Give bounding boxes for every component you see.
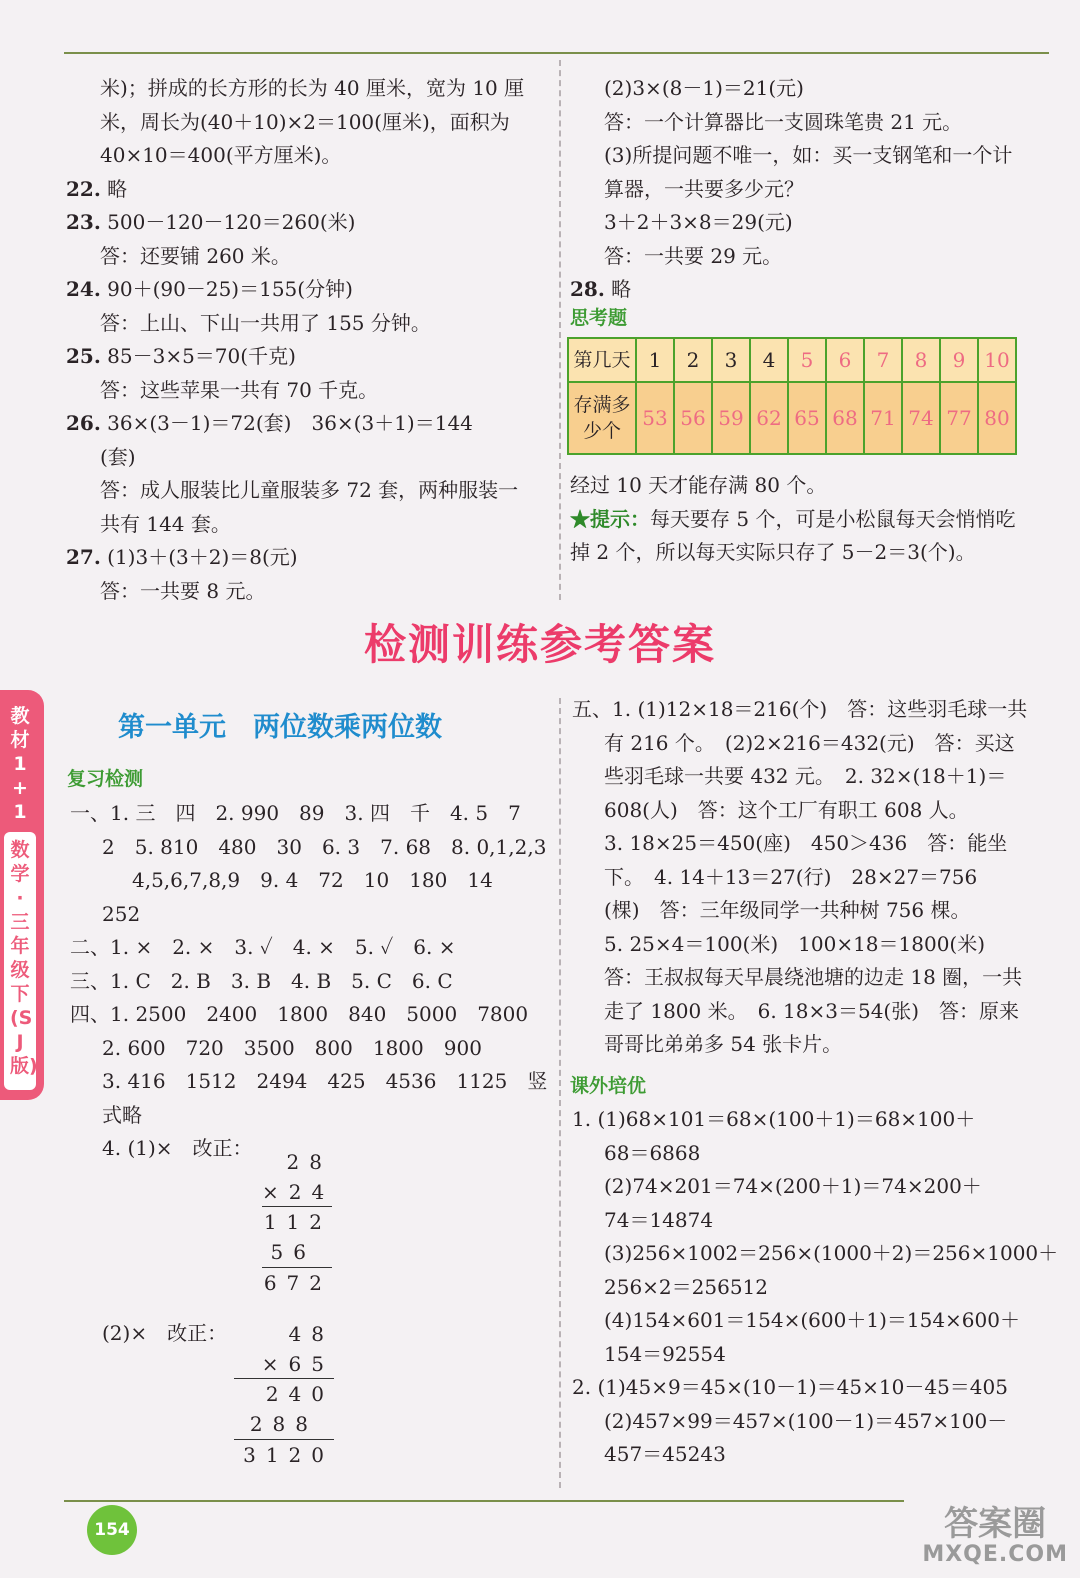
text-line: 些羽毛球一共要 432 元。 2. 32×(18＋1)＝ [604, 764, 1007, 788]
text-line: 85－3×5＝70(千克) [107, 344, 296, 368]
watermark-logo [922, 1505, 1068, 1567]
text-line: 算器，一共要多少元？ [604, 176, 804, 201]
table-cell: 56 [674, 382, 712, 454]
table-cell: 8 [902, 338, 940, 382]
table-row [568, 382, 1016, 454]
text-line: (套) [100, 444, 136, 469]
column-divider [559, 698, 561, 1488]
text-line: 2. (1)45×9＝45×(10－1)＝45×10－45＝405 [572, 1375, 1008, 1399]
text-line: 4. (1)× 改正： [102, 1136, 253, 1160]
vertical-multiplication-2 [234, 1318, 334, 1470]
unit-title: 第一单元 两位数乘两位数 [118, 712, 442, 743]
text-line: 答：一共要 8 元。 [100, 578, 266, 603]
table-cell: 65 [788, 382, 826, 454]
text-line: 2. 600 720 3500 800 1800 900 [102, 1035, 482, 1060]
text-line: 二、1. × 2. × 3. ✓ 4. × 5. ✓ 6. × [70, 935, 456, 959]
text-line: (2)457×99＝457×(100－1)＝457×100－ [604, 1408, 1008, 1433]
mult-row: ×24 [262, 1180, 335, 1204]
text-line: 4,5,6,7,8,9 9. 4 72 10 180 14 [132, 868, 493, 892]
text-line: 答：上山、下山一共用了 155 分钟。 [100, 310, 431, 335]
text-line: 256×2＝256512 [604, 1274, 769, 1299]
text-line: 下。 4. 14＋13＝27(行) 28×27＝756 [604, 864, 978, 889]
table-cell: 53 [636, 382, 674, 454]
column-divider [559, 60, 561, 600]
mult-row: 288 [249, 1412, 318, 1436]
text-line: 共有 144 套。 [100, 511, 231, 536]
table-header: 存满多少个 [568, 382, 636, 454]
think-title: 思考题 [570, 307, 628, 329]
mult-row: 672 [262, 1267, 332, 1298]
vertical-multiplication-1 [262, 1146, 335, 1298]
text-line: 3. 18×25＝450(座) 450＞436 答：能坐 [604, 831, 1008, 855]
text-line: 457＝45243 [604, 1442, 726, 1466]
side-tab [0, 690, 44, 1100]
top-left-column [66, 72, 525, 608]
question-number: 27. [66, 545, 101, 569]
table-cell: 77 [940, 382, 978, 454]
text-line: 40×10＝400(平方厘米)。 [100, 143, 342, 167]
text-line: 略 [107, 176, 128, 201]
hint-text: 掉 2 个，所以每天实际只存了 5－2＝3(个)。 [570, 540, 976, 564]
text-line: 3＋2＋3×8＝29(元) [604, 210, 793, 234]
table-cell: 10 [978, 338, 1016, 382]
text-line: (4)154×601＝154×(600＋1)＝154×600＋ [604, 1308, 1020, 1332]
text-line: (1)3＋(3＋2)＝8(元) [107, 545, 298, 569]
question-number: 25. [66, 344, 101, 368]
think-answer [570, 469, 1015, 570]
question-number: 23. [66, 210, 101, 234]
table-cell: 62 [750, 382, 788, 454]
top-right-column [570, 72, 1013, 307]
table-row [568, 338, 1016, 382]
text-line: 3. 416 1512 2494 425 4536 1125 竖 [102, 1069, 548, 1093]
text-line: 2 5. 810 480 30 6. 3 7. 68 8. 0,1,2,3 [102, 834, 547, 859]
mult-row: ×65 [261, 1352, 334, 1376]
text-line: (2)3×(8－1)＝21(元) [604, 76, 804, 100]
text-line: (2)× 改正： [102, 1321, 228, 1345]
text-line: 1. (1)68×101＝68×(100＋1)＝68×100＋ [572, 1107, 976, 1131]
text-line: (3)所提问题不唯一，如：买一支钢笔和一个计 [604, 143, 1013, 167]
text-line: 四、1. 2500 2400 1800 840 5000 7800 [70, 1002, 529, 1026]
side-tab-top: 教材1+1 [10, 705, 30, 823]
text-line: 米)；拼成的长方形的长为 40 厘米，宽为 10 厘 [100, 76, 525, 100]
text-line: (3)256×1002＝256×(1000＋2)＝256×1000＋ [604, 1241, 1059, 1265]
mult-row: 112 [262, 1206, 332, 1237]
watermark-url: MXQE.COM [922, 1542, 1068, 1567]
text-line: 68＝6868 [604, 1140, 701, 1165]
text-line: (2)74×201＝74×(200＋1)＝74×200＋ [604, 1174, 982, 1198]
table-cell: 9 [940, 338, 978, 382]
hint-text: 每天要存 5 个，可是小松鼠每天会悄悄吃 [650, 506, 1016, 531]
text-line: 三、1. C 2. B 3. B 4. B 5. C 6. C [70, 968, 453, 993]
table-cell: 68 [826, 382, 864, 454]
text-line: 米，周长为(40＋10)×2＝100(厘米)，面积为 [100, 109, 510, 134]
text-line: 答：还要铺 260 米。 [100, 243, 291, 268]
mult-row: 240 [234, 1378, 334, 1409]
question-number: 24. [66, 277, 101, 301]
text-line: 90＋(90－25)＝155(分钟) [107, 277, 353, 301]
table-cell: 1 [636, 338, 674, 382]
text-line: 答：这些苹果一共有 70 千克。 [100, 377, 379, 402]
table-cell: 6 [826, 338, 864, 382]
extra-answers [572, 1103, 1058, 1472]
bottom-right-column [572, 693, 1027, 1062]
mult-row: 28 [286, 1150, 332, 1174]
table-cell: 4 [750, 338, 788, 382]
bottom-rule [64, 1500, 904, 1502]
section-title: 检测训练参考答案 [363, 620, 716, 669]
question-number: 26. [66, 411, 101, 435]
page-number: 154 [87, 1505, 137, 1555]
text-line: 式略 [102, 1102, 142, 1127]
question-number: 28. [570, 277, 605, 301]
text-line: (棵) 答：三年级同学一共种树 756 棵。 [604, 898, 971, 922]
table-cell: 5 [788, 338, 826, 382]
watermark-text: 答案圈 [944, 1504, 1047, 1544]
mult-row: 48 [288, 1322, 334, 1346]
conclusion: 经过 10 天才能存满 80 个。 [570, 473, 827, 497]
mult-row: 56 [270, 1240, 316, 1264]
text-line: 略 [611, 277, 632, 301]
mult-row: 3120 [234, 1439, 334, 1470]
text-line: 哥哥比弟弟多 54 张卡片。 [604, 1032, 843, 1056]
table-header: 第几天 [568, 338, 636, 382]
text-line: 154＝92554 [604, 1341, 726, 1366]
text-line: 五、1. (1)12×18＝216(个) 答：这些羽毛球一共 [572, 697, 1028, 721]
text-line: 答：王叔叔每天早晨绕池塘的边走 18 圈，一共 [604, 965, 1023, 989]
text-line: 74＝14874 [604, 1207, 714, 1232]
text-line: 5. 25×4＝100(米) 100×18＝1800(米) [604, 931, 986, 956]
review-title: 复习检测 [67, 768, 144, 790]
table-cell: 7 [864, 338, 902, 382]
text-line: 答：一共要 29 元。 [604, 243, 783, 268]
text-line: 答：成人服装比儿童服装多 72 套，两种服装一 [100, 478, 519, 502]
text-line: 一、1. 三 四 2. 990 89 3. 四 千 4. 5 7 [70, 801, 521, 825]
table-cell: 2 [674, 338, 712, 382]
table-cell: 80 [978, 382, 1016, 454]
hint-label: ★提示： [570, 506, 650, 531]
extra-title: 课外培优 [570, 1075, 647, 1097]
side-tab-bottom: 数学·三年级下(SJ版) [4, 832, 36, 1090]
text-line: 36×(3－1)＝72(套) 36×(3＋1)＝144 [107, 411, 473, 435]
text-line: 答：一个计算器比一支圆珠笔贵 21 元。 [604, 109, 963, 134]
text-line: 500－120－120＝260(米) [107, 210, 356, 234]
table-cell: 3 [712, 338, 750, 382]
text-line: 走了 1800 米。 6. 18×3＝54(张) 答：原来 [604, 998, 1020, 1023]
top-rule [64, 52, 1049, 54]
text-line: 608(人) 答：这个工厂有职工 608 人。 [604, 797, 969, 822]
text-line: 有 216 个。 (2)2×216＝432(元) 答：买这 [604, 730, 1015, 755]
table-cell: 59 [712, 382, 750, 454]
think-table [567, 337, 1017, 455]
table-cell: 71 [864, 382, 902, 454]
table-cell: 74 [902, 382, 940, 454]
question-number: 22. [66, 176, 101, 201]
review-answers [70, 797, 547, 1166]
review-answers-2 [102, 1317, 227, 1351]
text-line: 252 [102, 901, 141, 926]
